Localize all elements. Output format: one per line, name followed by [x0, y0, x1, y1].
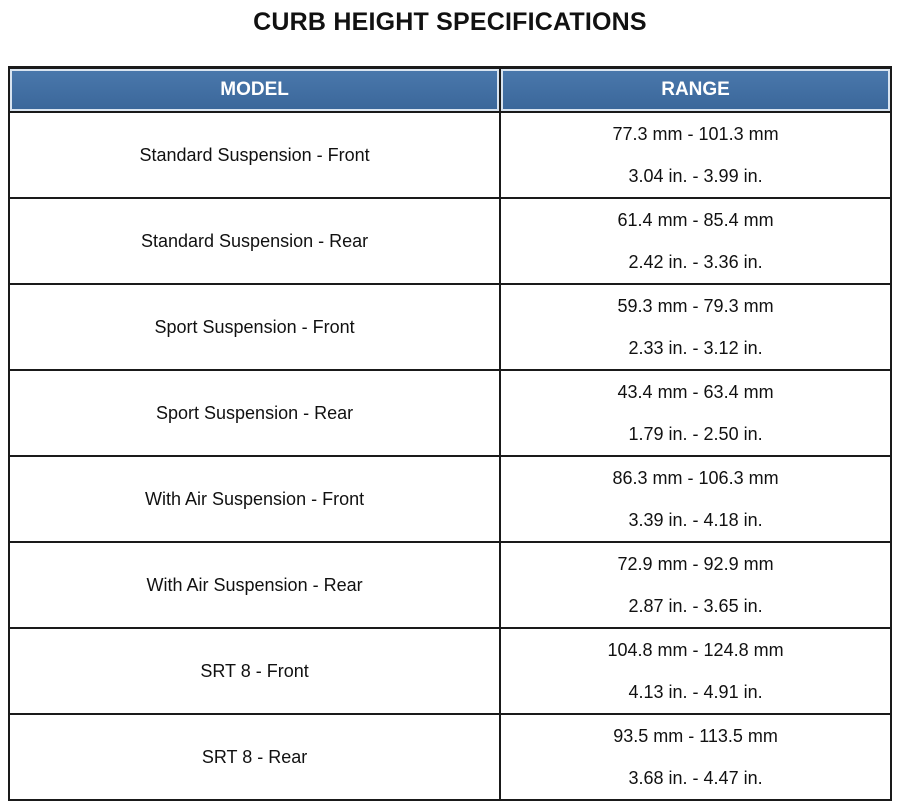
model-cell: Standard Suspension - Rear: [9, 198, 500, 284]
range-mm: 72.9 mm - 92.9 mm: [617, 554, 774, 574]
range-cell: [500, 112, 891, 198]
range-mm: 93.5 mm - 113.5 mm: [613, 726, 778, 746]
range-in: 3.68 in. - 4.47 in.: [628, 768, 763, 788]
range-cell: [500, 542, 891, 628]
page-title: CURB HEIGHT SPECIFICATIONS: [253, 8, 647, 36]
model-cell: With Air Suspension - Front: [9, 456, 500, 542]
range-in: 3.04 in. - 3.99 in.: [628, 166, 763, 186]
model-cell: With Air Suspension - Rear: [9, 542, 500, 628]
range-in: 2.87 in. - 3.65 in.: [628, 596, 763, 616]
table-row: [9, 198, 891, 284]
model-cell: Standard Suspension - Front: [9, 112, 500, 198]
range-mm: 61.4 mm - 85.4 mm: [617, 210, 774, 230]
range-in: 2.33 in. - 3.12 in.: [628, 338, 763, 358]
range-cell: [500, 714, 891, 800]
model-cell: SRT 8 - Rear: [9, 714, 500, 800]
model-cell: Sport Suspension - Rear: [9, 370, 500, 456]
range-cell: [500, 456, 891, 542]
table-row: [9, 714, 891, 800]
model-cell: Sport Suspension - Front: [9, 284, 500, 370]
column-header-range: RANGE: [500, 68, 891, 113]
model-cell: SRT 8 - Front: [9, 628, 500, 714]
column-header-model: MODEL: [9, 68, 500, 113]
range-cell: [500, 284, 891, 370]
range-in: 4.13 in. - 4.91 in.: [628, 682, 763, 702]
range-mm: 43.4 mm - 63.4 mm: [617, 382, 774, 402]
table-row: [9, 456, 891, 542]
table-row: [9, 112, 891, 198]
table-row: [9, 370, 891, 456]
range-mm: 104.8 mm - 124.8 mm: [607, 640, 784, 660]
table-row: [9, 628, 891, 714]
range-mm: 59.3 mm - 79.3 mm: [617, 296, 774, 316]
range-cell: [500, 198, 891, 284]
range-in: 1.79 in. - 2.50 in.: [628, 424, 763, 444]
range-cell: [500, 628, 891, 714]
table-row: [9, 542, 891, 628]
range-mm: 86.3 mm - 106.3 mm: [612, 468, 779, 488]
range-cell: [500, 370, 891, 456]
table-row: [9, 284, 891, 370]
range-mm: 77.3 mm - 101.3 mm: [612, 124, 779, 144]
table-header-row: [9, 68, 891, 113]
range-in: 2.42 in. - 3.36 in.: [628, 252, 763, 272]
range-in: 3.39 in. - 4.18 in.: [628, 510, 763, 530]
curb-height-table: [8, 66, 892, 801]
